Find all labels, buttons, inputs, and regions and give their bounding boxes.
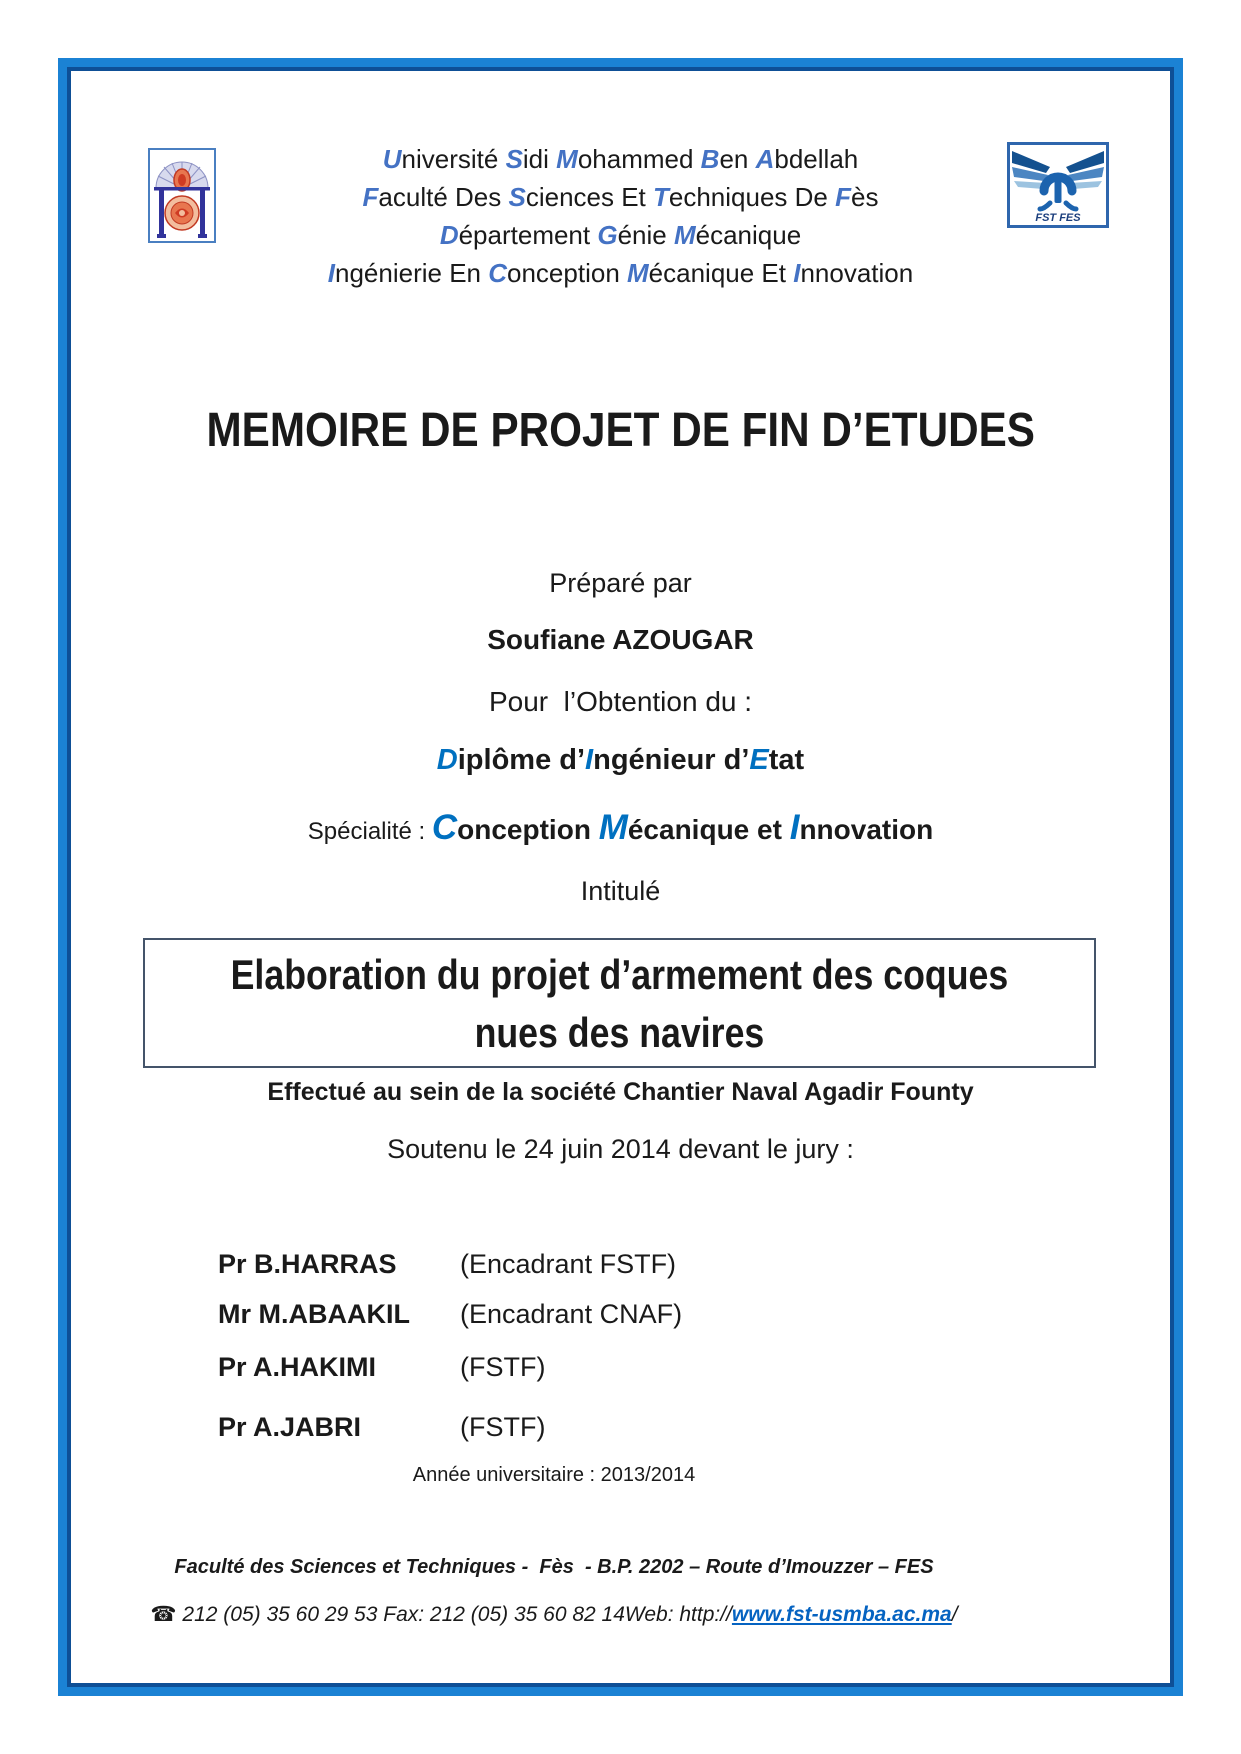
text-segment: iplôme d’ xyxy=(457,744,586,776)
jury-member-role: (Encadrant CNAF) xyxy=(460,1299,683,1329)
jury-row xyxy=(0,1249,1241,1289)
text-segment: T xyxy=(653,182,669,212)
jury-member-name: Pr A.HAKIMI xyxy=(218,1352,377,1382)
text-segment: D xyxy=(439,220,459,250)
text-segment: U xyxy=(382,144,402,174)
text-segment: I xyxy=(789,808,800,847)
program-name-line xyxy=(8,254,1233,292)
university-name-line xyxy=(8,140,1233,178)
text-segment: D xyxy=(436,744,458,776)
author-name: Soufiane AZOUGAR xyxy=(487,624,754,655)
text-segment: ès xyxy=(851,182,879,212)
text-segment: B xyxy=(700,144,720,174)
text-segment: I xyxy=(793,258,801,288)
text-segment: Spécialité : xyxy=(307,818,432,845)
jury-member-name: Pr A.JABRI xyxy=(218,1412,362,1442)
text-segment: idi xyxy=(522,144,557,174)
footer-contact xyxy=(0,1602,1108,1627)
diploma-line xyxy=(8,744,1233,777)
document-title: MEMOIRE DE PROJET DE FIN D’ETUDES xyxy=(206,404,1035,457)
jury-member-name: Pr B.HARRAS xyxy=(218,1249,397,1279)
intitule-label: Intitulé xyxy=(580,876,661,906)
text-segment: écanique et xyxy=(627,814,790,845)
text-segment: C xyxy=(488,258,508,288)
jury-member-role: (FSTF) xyxy=(460,1412,546,1442)
text-segment: S xyxy=(508,182,526,212)
institution-header xyxy=(8,140,1233,292)
text-segment: nnovation xyxy=(800,258,914,288)
jury-member-role: (Encadrant FSTF) xyxy=(460,1249,677,1279)
thesis-title-box xyxy=(143,938,1096,1068)
jury-row xyxy=(0,1299,1241,1339)
text-segment: M xyxy=(673,220,696,250)
text-segment: 212 (05) 35 60 29 53 Fax: 212 (05) 35 60 82 14Web: http:// xyxy=(182,1603,732,1626)
academic-year: Année universitaire : 2013/2014 xyxy=(412,1464,696,1486)
jury-member-name: Mr M.ABAAKIL xyxy=(218,1299,410,1329)
department-name-line xyxy=(8,216,1233,254)
text-segment: tat xyxy=(768,744,805,776)
text-segment: ciences Et xyxy=(525,182,653,212)
text-segment: A xyxy=(755,144,775,174)
prepared-by-label: Préparé par xyxy=(549,568,692,598)
text-segment: M xyxy=(598,808,628,847)
jury-member-role: (FSTF) xyxy=(460,1352,546,1382)
text-segment: echniques De xyxy=(668,182,836,212)
text-segment: épartement xyxy=(458,220,598,250)
text-segment: I xyxy=(327,258,335,288)
text-segment: écanique xyxy=(695,220,802,250)
text-segment: E xyxy=(749,744,769,776)
website-link[interactable]: www.fst-usmba.ac.ma xyxy=(731,1603,952,1626)
text-segment: ohammed xyxy=(577,144,701,174)
text-segment: écanique Et xyxy=(648,258,794,288)
host-company-line: Effectué au sein de la société Chantier Naval Agadir Founty xyxy=(267,1078,974,1106)
text-segment: G xyxy=(597,220,618,250)
text-segment: F xyxy=(835,182,852,212)
footer-address: Faculté des Sciences et Techniques - Fès - B.P. 2202 – Route d’Imouzzer – FES xyxy=(174,1556,934,1578)
thesis-title-line2: nues des navires xyxy=(474,1009,765,1056)
text-segment: niversité xyxy=(401,144,506,174)
obtention-label: Pour l’Obtention du : xyxy=(488,686,753,717)
text-segment: / xyxy=(951,1603,958,1626)
text-segment: M xyxy=(556,144,578,174)
fst-fes-logo-text: FST FES xyxy=(1035,212,1081,224)
jury-row xyxy=(0,1412,1241,1452)
text-segment: bdellah xyxy=(774,144,859,174)
text-segment: en xyxy=(719,144,756,174)
text-segment: nnovation xyxy=(799,814,934,845)
phone-icon: ☎ xyxy=(150,1603,183,1626)
jury-row xyxy=(0,1352,1241,1392)
text-segment: ngénierie En xyxy=(335,258,489,288)
defense-date-line: Soutenu le 24 juin 2014 devant le jury : xyxy=(387,1134,854,1164)
text-segment: énie xyxy=(617,220,674,250)
text-segment: onception xyxy=(457,814,599,845)
text-segment: S xyxy=(505,144,523,174)
text-segment: aculté Des xyxy=(378,182,509,212)
text-segment: F xyxy=(362,182,379,212)
text-segment: C xyxy=(431,808,458,847)
speciality-line xyxy=(8,808,1233,848)
thesis-title-line1: Elaboration du projet d’armement des coques xyxy=(230,951,1009,998)
text-segment: M xyxy=(627,258,649,288)
text-segment: onception xyxy=(507,258,627,288)
text-segment: ngénieur d’ xyxy=(593,744,750,776)
faculty-name-line xyxy=(8,178,1233,216)
text-segment: I xyxy=(585,744,594,776)
